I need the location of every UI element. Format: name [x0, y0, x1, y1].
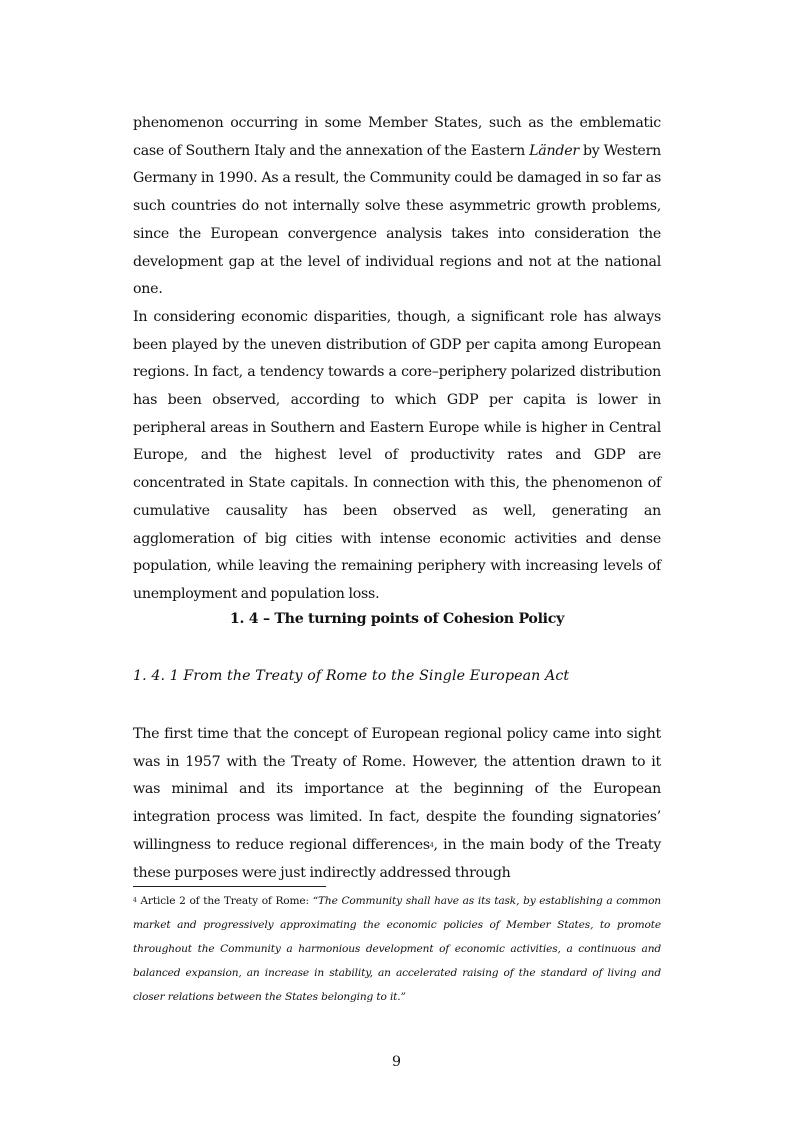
- footnote-separator: [133, 886, 326, 887]
- footnote-quote: “The Community shall have as its task, by establishing a common market and progressively approximating the economic policies of Member States, to promote throughout the Community a harmonious development of economic activities, a continuous and balanced expansion, an increase in stability, an accelerated raising of the standard of living and closer relations between the States belonging to it.”: [133, 895, 661, 1003]
- body-text-lower: [133, 721, 661, 887]
- footnote-reference[interactable]: 4: [429, 842, 434, 850]
- footnote: [133, 890, 661, 1010]
- footnote-lead: Article 2 of the Treaty of Rome:: [136, 895, 313, 907]
- paragraph-gdp-distribution: In considering economic disparities, though, a significant role has always been played by the uneven distribution of GDP per capita among European regions. In fact, a tendency towards a core–periphery polarized distribution has been observed, according to which GDP per capita is lower in peripheral areas in Southern and Eastern Europe while is higher in Central Europe, and the highest level of productivity rates and GDP are concentrated in State capitals. In connection with this, the phenomenon of cumulative causality has been observed as well, generating an agglomeration of big cities with intense economic activities and dense population, while leaving the remaining periphery with increasing levels of unemployment and population loss.: [133, 308, 661, 602]
- footnote-number: 4: [133, 897, 137, 905]
- section-heading: 1. 4 – The turning points of Cohesion Policy: [229, 611, 565, 627]
- italic-term-lander: Länder: [529, 142, 579, 159]
- subsection-heading: 1. 4. 1 From the Treaty of Rome to the Single European Act: [133, 668, 570, 684]
- paragraph-treaty-of-rome: The first time that the concept of European regional policy came into sight was in 1957 with the Treaty of Rome. However, the attention drawn to it was minimal and its importance at the beginning of the European integration process was limited. In fact, despite the founding signatories’ willingness to reduce regional differences$^4$, in the main body of the Treaty these purposes were just indirectly addressed through: [133, 726, 662, 881]
- paragraph-regional-disparities: phenomenon occurring in some Member States, such as the emblematic case of Southern Italy and the annexation of the Eastern Länder by Western Germany in 1990. As a result, the Community could be damaged in so far as such countries do not internally solve these asymmetric growth problems, since the European convergence analysis takes into consideration the development gap at the level of individual regions and not at the national one.: [133, 115, 661, 298]
- body-text-upper: [133, 110, 661, 609]
- page-number: 9: [391, 1054, 402, 1070]
